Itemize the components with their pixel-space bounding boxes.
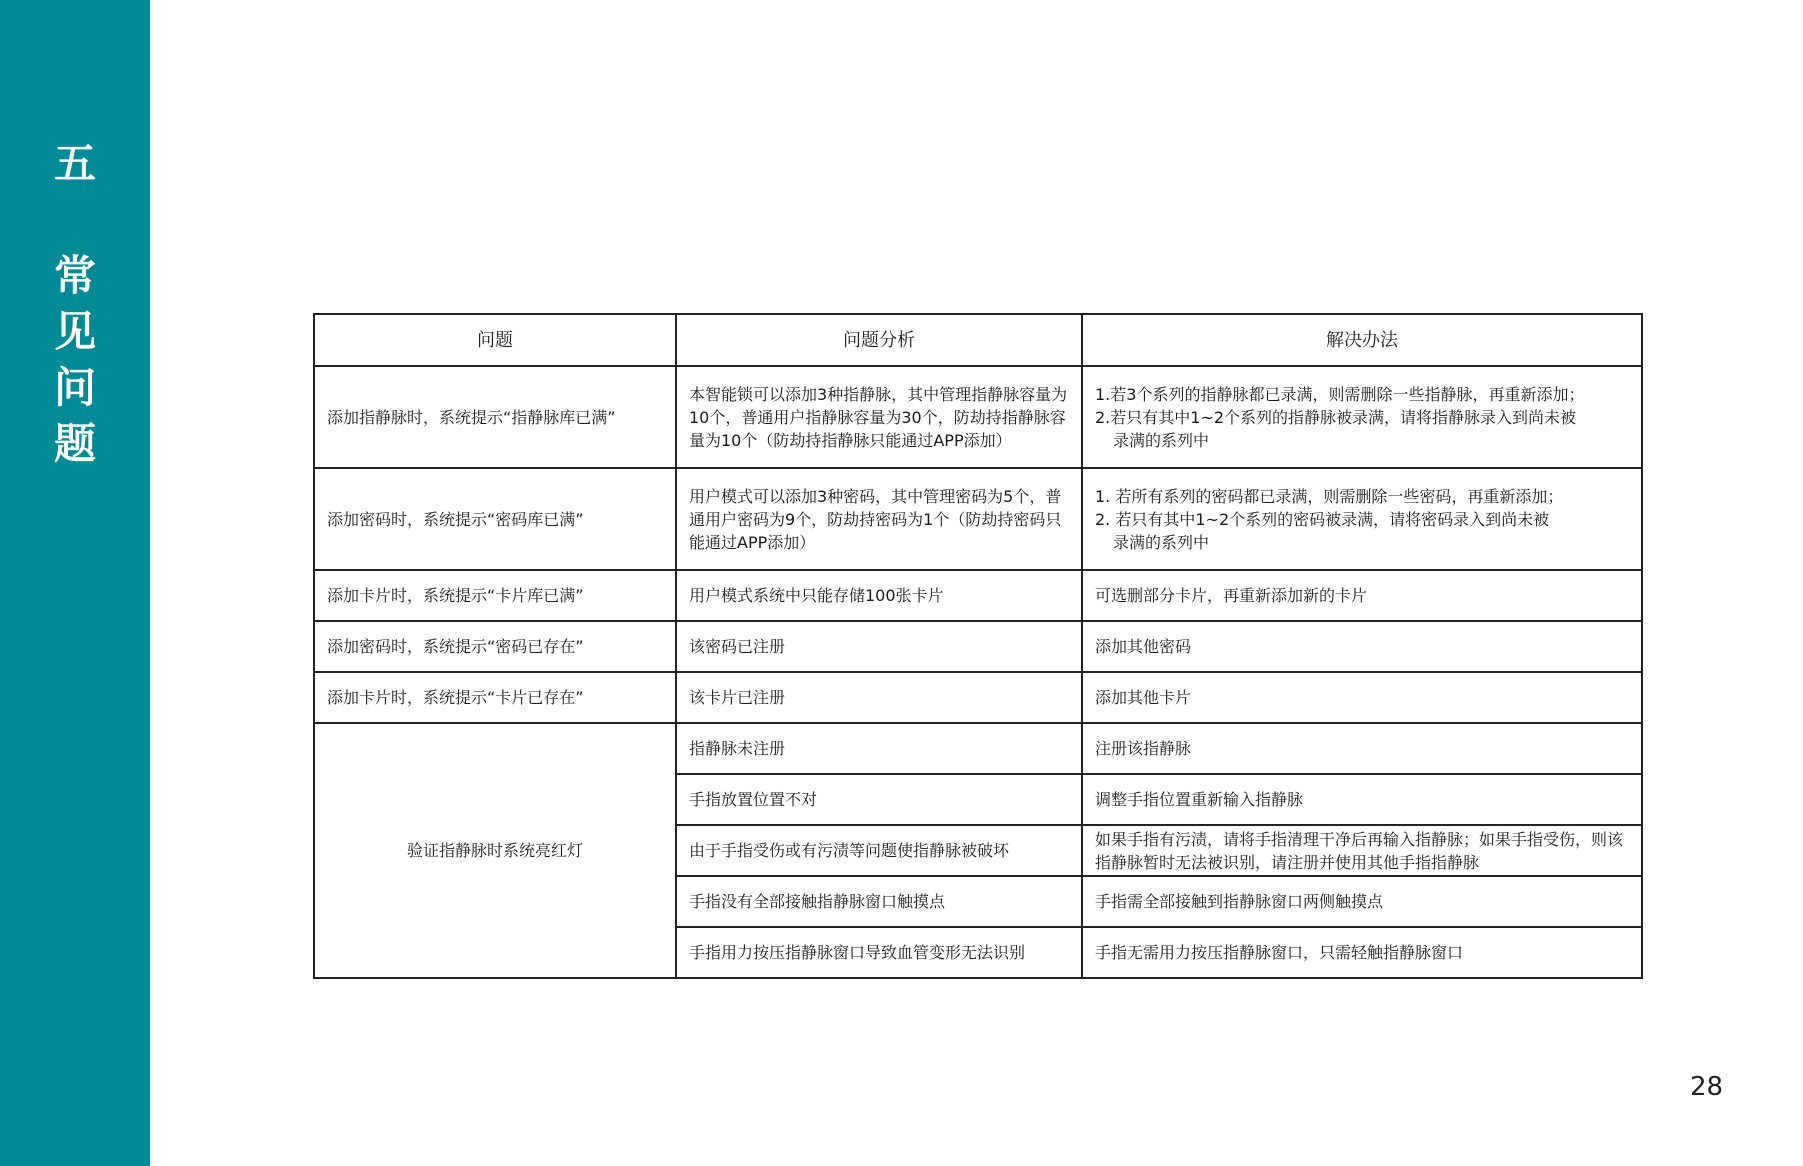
table-row bbox=[314, 366, 1642, 468]
faq-table bbox=[313, 313, 1643, 979]
solution-line: 录满的系列中 bbox=[1113, 430, 1210, 450]
table-row bbox=[314, 672, 1642, 723]
solution-cell: 添加其他卡片 bbox=[1082, 672, 1642, 723]
solution-cell: 注册该指静脉 bbox=[1082, 723, 1642, 774]
solution-cell bbox=[1082, 468, 1642, 570]
solution-line: 2.若只有其中1~2个系列的指静脉被录满，请将指静脉录入到尚未被 bbox=[1095, 407, 1577, 427]
table-row bbox=[314, 621, 1642, 672]
analysis-cell: 用户模式系统中只能存储100张卡片 bbox=[676, 570, 1082, 621]
solution-cell: 添加其他密码 bbox=[1082, 621, 1642, 672]
header-analysis: 问题分析 bbox=[676, 314, 1082, 366]
table-row bbox=[314, 570, 1642, 621]
solution-cell: 调整手指位置重新输入指静脉 bbox=[1082, 774, 1642, 825]
solution-cell: 如果手指有污渍，请将手指清理干净后再输入指静脉；如果手指受伤，则该指静脉暂时无法被识别，请注册并使用其他手指指静脉 bbox=[1082, 825, 1642, 876]
solution-line: 1.若3个系列的指静脉都已录满，则需删除一些指静脉，再重新添加； bbox=[1095, 384, 1585, 404]
problem-cell: 添加密码时，系统提示“密码已存在” bbox=[314, 621, 676, 672]
analysis-cell: 该卡片已注册 bbox=[676, 672, 1082, 723]
analysis-cell: 用户模式可以添加3种密码，其中管理密码为5个，普通用户密码为9个，防劫持密码为1个（防劫持密码只能通过APP添加） bbox=[676, 468, 1082, 570]
problem-cell: 添加卡片时，系统提示“卡片库已满” bbox=[314, 570, 676, 621]
problem-cell: 添加卡片时，系统提示“卡片已存在” bbox=[314, 672, 676, 723]
header-problem: 问题 bbox=[314, 314, 676, 366]
analysis-cell: 手指放置位置不对 bbox=[676, 774, 1082, 825]
solution-cell bbox=[1082, 366, 1642, 468]
page-number: 28 bbox=[1690, 1072, 1724, 1102]
problem-cell: 添加密码时，系统提示“密码库已满” bbox=[314, 468, 676, 570]
table-row bbox=[314, 468, 1642, 570]
solution-cell: 手指无需用力按压指静脉窗口，只需轻触指静脉窗口 bbox=[1082, 927, 1642, 978]
analysis-cell: 由于手指受伤或有污渍等问题使指静脉被破坏 bbox=[676, 825, 1082, 876]
solution-line: 1. 若所有系列的密码都已录满，则需删除一些密码，再重新添加； bbox=[1095, 486, 1564, 506]
analysis-cell: 手指用力按压指静脉窗口导致血管变形无法识别 bbox=[676, 927, 1082, 978]
table-header-row bbox=[314, 314, 1642, 366]
solution-line: 2. 若只有其中1~2个系列的密码被录满，请将密码录入到尚未被 bbox=[1095, 509, 1550, 529]
solution-cell: 手指需全部接触到指静脉窗口两侧触摸点 bbox=[1082, 876, 1642, 927]
header-solution: 解决办法 bbox=[1082, 314, 1642, 366]
analysis-cell: 手指没有全部接触指静脉窗口触摸点 bbox=[676, 876, 1082, 927]
chapter-number: 五 bbox=[53, 139, 96, 188]
analysis-cell: 本智能锁可以添加3种指静脉，其中管理指静脉容量为10个，普通用户指静脉容量为30个，防劫持指静脉容量为10个（防劫持指静脉只能通过APP添加） bbox=[676, 366, 1082, 468]
analysis-cell: 该密码已注册 bbox=[676, 621, 1082, 672]
problem-cell-grouped: 验证指静脉时系统亮红灯 bbox=[314, 723, 676, 978]
solution-cell: 可选删部分卡片，再重新添加新的卡片 bbox=[1082, 570, 1642, 621]
problem-cell: 添加指静脉时，系统提示“指静脉库已满” bbox=[314, 366, 676, 468]
solution-line: 录满的系列中 bbox=[1113, 532, 1210, 552]
chapter-sidebar bbox=[0, 0, 150, 1166]
table-row bbox=[314, 723, 1642, 774]
chapter-title: 常 见 问 题 bbox=[53, 251, 96, 468]
analysis-cell: 指静脉未注册 bbox=[676, 723, 1082, 774]
